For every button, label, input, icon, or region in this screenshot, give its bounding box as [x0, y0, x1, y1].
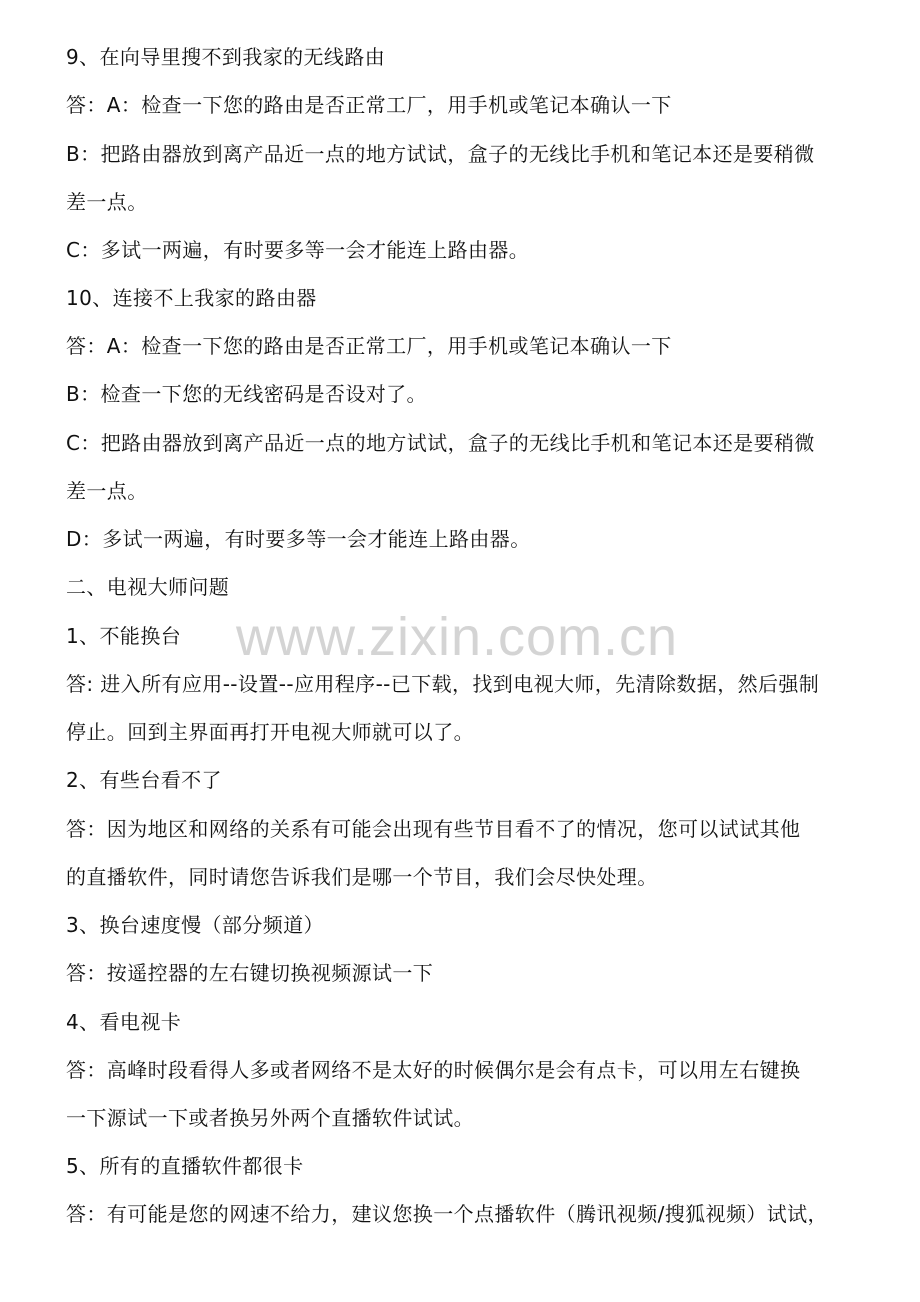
faq-answer-2-cont: 的直播软件，同时请您告诉我们是哪一个节目，我们会尽快处理。	[66, 865, 658, 889]
faq-question-2: 2、有些台看不了	[66, 768, 222, 792]
faq-answer-9-a: 答：A：检查一下您的路由是否正常工厂，用手机或笔记本确认一下	[66, 93, 672, 117]
faq-answer-9-b-cont: 差一点。	[66, 190, 148, 214]
faq-question-9: 9、在向导里搜不到我家的无线路由	[66, 45, 386, 69]
faq-question-3: 3、换台速度慢（部分频道）	[66, 913, 324, 937]
faq-answer-10-c: C：把路由器放到离产品近一点的地方试试，盒子的无线比手机和笔记本还是要稍微	[66, 431, 815, 455]
faq-answer-10-b: B：检查一下您的无线密码是否设对了。	[66, 382, 427, 406]
faq-answer-1: 答: 进入所有应用--设置--应用程序--已下载，找到电视大师，先清除数据，然后强制	[66, 672, 820, 696]
faq-question-4: 4、看电视卡	[66, 1010, 182, 1034]
faq-answer-4-cont: 一下源试一下或者换另外两个直播软件试试。	[66, 1106, 474, 1130]
watermark: www.zixin.com.cn	[236, 607, 679, 667]
faq-question-10: 10、连接不上我家的路由器	[66, 286, 317, 310]
faq-answer-4: 答：高峰时段看得人多或者网络不是太好的时候偶尔是会有点卡，可以用左右键换	[66, 1058, 801, 1082]
faq-answer-10-c-cont: 差一点。	[66, 479, 148, 503]
faq-question-5: 5、所有的直播软件都很卡	[66, 1154, 304, 1178]
faq-answer-9-c: C：多试一两遍，有时要多等一会才能连上路由器。	[66, 238, 530, 262]
faq-answer-3: 答：按遥控器的左右键切换视频源试一下	[66, 961, 434, 985]
section-heading: 二、电视大师问题	[66, 575, 230, 599]
faq-question-1: 1、不能换台	[66, 624, 182, 648]
faq-answer-2: 答：因为地区和网络的关系有可能会出现有些节目看不了的情况，您可以试试其他	[66, 817, 801, 841]
faq-answer-5: 答：有可能是您的网速不给力，建议您换一个点播软件（腾讯视频/搜狐视频）试试，	[66, 1202, 828, 1226]
faq-answer-10-a: 答：A：检查一下您的路由是否正常工厂，用手机或笔记本确认一下	[66, 334, 672, 358]
faq-answer-9-b: B：把路由器放到离产品近一点的地方试试，盒子的无线比手机和笔记本还是要稍微	[66, 142, 815, 166]
faq-answer-1-cont: 停止。回到主界面再打开电视大师就可以了。	[66, 720, 474, 744]
faq-answer-10-d: D：多试一两遍，有时要多等一会才能连上路由器。	[66, 527, 531, 551]
